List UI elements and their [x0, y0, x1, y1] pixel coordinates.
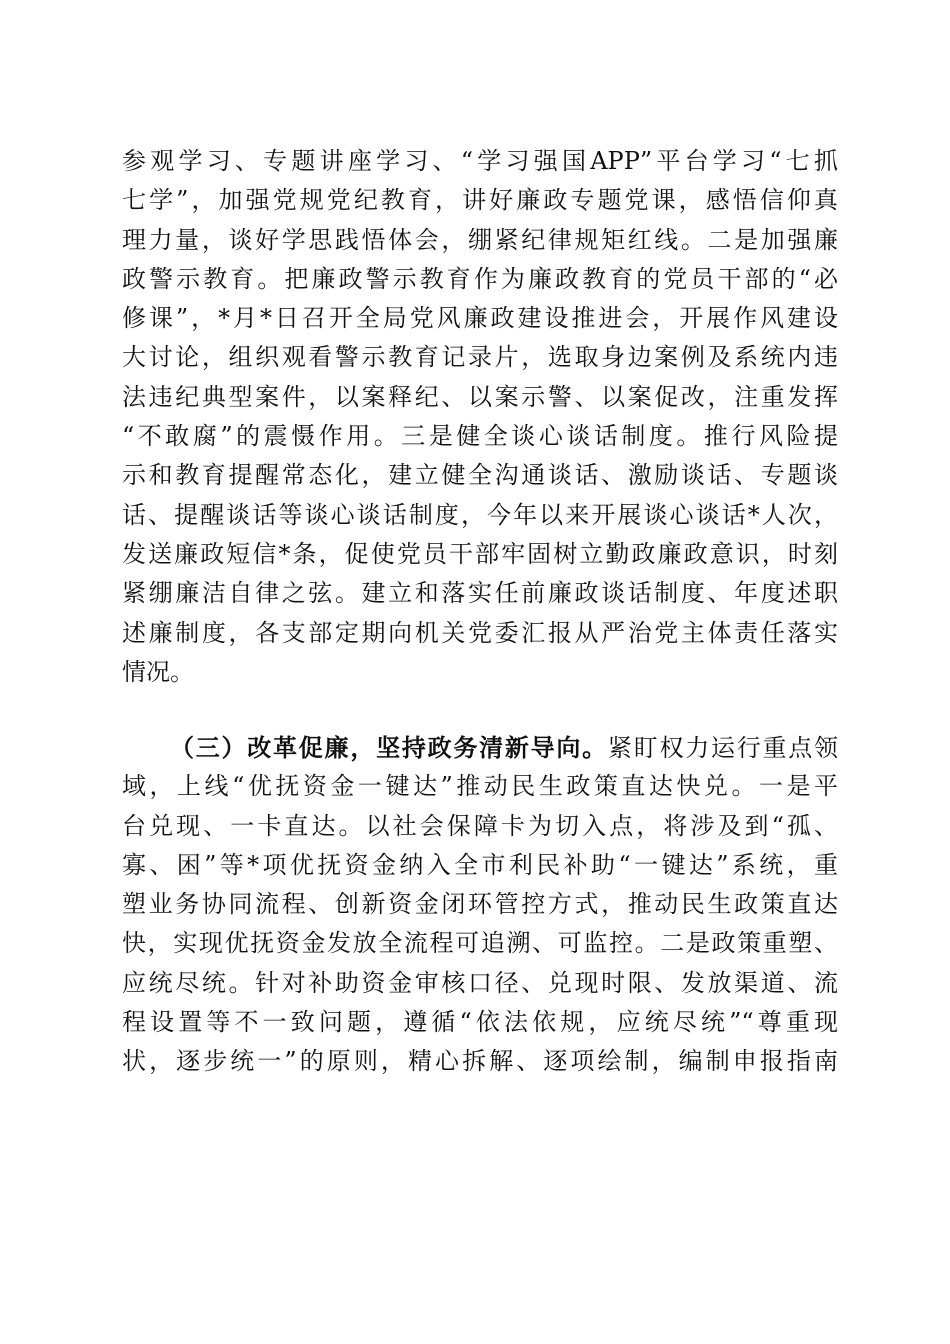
paragraph-line: 紧绷廉洁自律之弦。建立和落实任前廉政谈话制度、年度述职 — [122, 579, 838, 608]
paragraph-first-line — [122, 728, 838, 767]
paragraph-line: 台兑现、一卡直达。以社会保障卡为切入点，将涉及到“孤、 — [122, 811, 838, 840]
paragraph-1 — [122, 142, 838, 692]
paragraph-line: 域，上线“优抚资金一键达”推动民生政策直达快兑。一是平 — [122, 772, 838, 801]
paragraph-2 — [122, 728, 838, 1082]
paragraph-line: 述廉制度，各支部定期向机关党委汇报从严治党主体责任落实 — [122, 618, 838, 647]
paragraph-line: 塑业务协同流程、创新资金闭环管控方式，推动民生政策直达 — [122, 890, 838, 919]
paragraph-line: 程设置等不一致问题，遵循“依法依规，应统尽统”“尊重现 — [122, 1008, 838, 1037]
paragraph-line: 修课”，*月*日召开全局党风廉政建设推进会，开展作风建设 — [122, 304, 838, 333]
paragraph-line: 理力量，谈好学思践悟体会，绷紧纪律规矩红线。二是加强廉 — [122, 225, 838, 254]
paragraph-line: 示和教育提醒常态化，建立健全沟通谈话、激励谈话、专题谈 — [122, 461, 838, 490]
paragraph-line: 应统尽统。针对补助资金审核口径、兑现时限、发放渠道、流 — [122, 968, 838, 997]
section-heading: （三）改革促廉，坚持政务清新导向。 — [170, 733, 608, 762]
paragraph-line: 七学”，加强党规党纪教育，讲好廉政专题党课，感悟信仰真 — [122, 186, 838, 215]
paragraph-line: 发送廉政短信*条，促使党员干部牢固树立勤政廉政意识，时刻 — [122, 539, 838, 568]
paragraph-line: “不敢腐”的震慑作用。三是健全谈心谈话制度。推行风险提 — [122, 422, 838, 451]
paragraph-line: 法违纪典型案件，以案释纪、以案示警、以案促改，注重发挥 — [122, 382, 838, 411]
paragraph-line: 快，实现优抚资金发放全流程可追溯、可监控。二是政策重塑、 — [122, 929, 838, 958]
paragraph-line: 大讨论，组织观看警示教育记录片，选取身边案例及系统内违 — [122, 343, 838, 372]
heading-continuation: 紧盯权力运行重点领 — [607, 734, 839, 762]
paragraph-line: 状，逐步统一”的原则，精心拆解、逐项绘制，编制申报指南 — [122, 1047, 838, 1076]
paragraph-line: 话、提醒谈话等谈心谈话制度，今年以来开展谈心谈话*人次， — [122, 500, 838, 529]
paragraph-line: 寡、困”等*项优抚资金纳入全市利民补助“一键达”系统，重 — [122, 850, 838, 879]
paragraph-line: 政警示教育。把廉政警示教育作为廉政教育的党员干部的“必 — [122, 264, 838, 293]
paragraph-line: 情况。 — [122, 657, 194, 686]
paragraph-line: 参观学习、专题讲座学习、“学习强国APP”平台学习“七抓 — [122, 147, 838, 175]
